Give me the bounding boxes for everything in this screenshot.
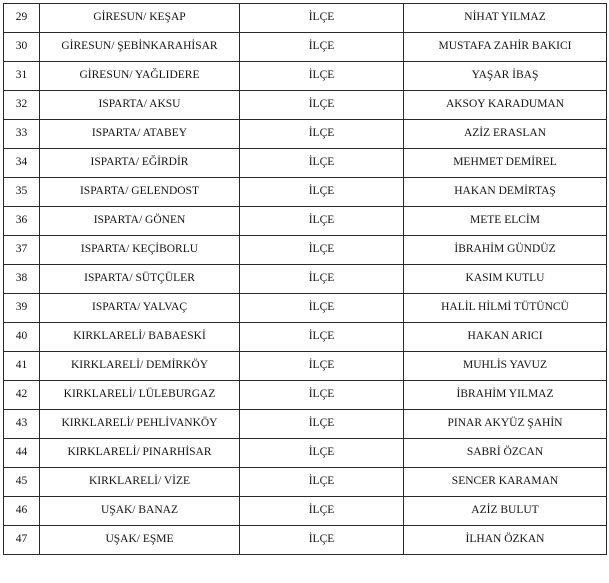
name-cell: HAKAN ARICI xyxy=(404,323,607,352)
type-cell: İLÇE xyxy=(240,207,404,236)
location-cell: KIRKLARELİ/ BABAESKİ xyxy=(40,323,240,352)
row-number: 43 xyxy=(4,410,40,439)
name-cell: HALİL HİLMİ TÜTÜNCÜ xyxy=(404,294,607,323)
location-cell: GİRESUN/ YAĞLIDERE xyxy=(40,62,240,91)
location-cell: KIRKLARELİ/ VİZE xyxy=(40,468,240,497)
table-row xyxy=(4,497,607,526)
row-number: 30 xyxy=(4,33,40,62)
name-cell: AZİZ BULUT xyxy=(404,497,607,526)
type-cell: İLÇE xyxy=(240,91,404,120)
name-cell: PINAR AKYÜZ ŞAHİN xyxy=(404,410,607,439)
type-cell: İLÇE xyxy=(240,178,404,207)
name-cell: SENCER KARAMAN xyxy=(404,468,607,497)
type-cell: İLÇE xyxy=(240,439,404,468)
name-cell: İBRAHİM GÜNDÜZ xyxy=(404,236,607,265)
type-cell: İLÇE xyxy=(240,352,404,381)
type-cell: İLÇE xyxy=(240,265,404,294)
location-cell: UŞAK/ BANAZ xyxy=(40,497,240,526)
type-cell: İLÇE xyxy=(240,62,404,91)
name-cell: KASIM KUTLU xyxy=(404,265,607,294)
type-cell: İLÇE xyxy=(240,294,404,323)
name-cell: İBRAHİM YILMAZ xyxy=(404,381,607,410)
table-row xyxy=(4,207,607,236)
row-number: 47 xyxy=(4,526,40,555)
row-number: 34 xyxy=(4,149,40,178)
location-cell: KIRKLARELİ/ PEHLİVANKÖY xyxy=(40,410,240,439)
location-cell: UŞAK/ EŞME xyxy=(40,526,240,555)
name-cell: SABRİ ÖZCAN xyxy=(404,439,607,468)
type-cell: İLÇE xyxy=(240,120,404,149)
type-cell: İLÇE xyxy=(240,410,404,439)
row-number: 29 xyxy=(4,4,40,33)
table-row xyxy=(4,178,607,207)
table-row xyxy=(4,120,607,149)
row-number: 32 xyxy=(4,91,40,120)
row-number: 46 xyxy=(4,497,40,526)
type-cell: İLÇE xyxy=(240,33,404,62)
table-row xyxy=(4,352,607,381)
name-cell: NİHAT YILMAZ xyxy=(404,4,607,33)
type-cell: İLÇE xyxy=(240,381,404,410)
location-cell: KIRKLARELİ/ PINARHİSAR xyxy=(40,439,240,468)
row-number: 45 xyxy=(4,468,40,497)
location-cell: ISPARTA/ ATABEY xyxy=(40,120,240,149)
type-cell: İLÇE xyxy=(240,4,404,33)
name-cell: YAŞAR İBAŞ xyxy=(404,62,607,91)
table-row xyxy=(4,4,607,33)
name-cell: METE ELCİM xyxy=(404,207,607,236)
table-row xyxy=(4,468,607,497)
table-row xyxy=(4,149,607,178)
table-row xyxy=(4,410,607,439)
table-row xyxy=(4,381,607,410)
location-cell: ISPARTA/ AKSU xyxy=(40,91,240,120)
table-row xyxy=(4,236,607,265)
location-cell: ISPARTA/ KEÇİBORLU xyxy=(40,236,240,265)
row-number: 31 xyxy=(4,62,40,91)
table-row xyxy=(4,294,607,323)
location-cell: ISPARTA/ YALVAÇ xyxy=(40,294,240,323)
type-cell: İLÇE xyxy=(240,468,404,497)
row-number: 40 xyxy=(4,323,40,352)
location-cell: ISPARTA/ EĞİRDİR xyxy=(40,149,240,178)
name-cell: İLHAN ÖZKAN xyxy=(404,526,607,555)
name-cell: HAKAN DEMİRTAŞ xyxy=(404,178,607,207)
type-cell: İLÇE xyxy=(240,323,404,352)
row-number: 36 xyxy=(4,207,40,236)
row-number: 44 xyxy=(4,439,40,468)
type-cell: İLÇE xyxy=(240,526,404,555)
table-row xyxy=(4,265,607,294)
roster-table xyxy=(3,3,607,555)
name-cell: AKSOY KARADUMAN xyxy=(404,91,607,120)
location-cell: ISPARTA/ GÖNEN xyxy=(40,207,240,236)
location-cell: KIRKLARELİ/ DEMİRKÖY xyxy=(40,352,240,381)
location-cell: KIRKLARELİ/ LÜLEBURGAZ xyxy=(40,381,240,410)
row-number: 41 xyxy=(4,352,40,381)
row-number: 42 xyxy=(4,381,40,410)
table-row xyxy=(4,323,607,352)
type-cell: İLÇE xyxy=(240,497,404,526)
table-row xyxy=(4,91,607,120)
row-number: 37 xyxy=(4,236,40,265)
table-row xyxy=(4,439,607,468)
type-cell: İLÇE xyxy=(240,149,404,178)
row-number: 39 xyxy=(4,294,40,323)
roster-table-body xyxy=(4,4,607,555)
table-row xyxy=(4,526,607,555)
name-cell: MUSTAFA ZAHİR BAKICI xyxy=(404,33,607,62)
location-cell: ISPARTA/ SÜTÇÜLER xyxy=(40,265,240,294)
table-row xyxy=(4,33,607,62)
row-number: 33 xyxy=(4,120,40,149)
location-cell: GİRESUN/ ŞEBİNKARAHİSAR xyxy=(40,33,240,62)
name-cell: MUHLİS YAVUZ xyxy=(404,352,607,381)
name-cell: AZİZ ERASLAN xyxy=(404,120,607,149)
location-cell: GİRESUN/ KEŞAP xyxy=(40,4,240,33)
name-cell: MEHMET DEMİREL xyxy=(404,149,607,178)
location-cell: ISPARTA/ GELENDOST xyxy=(40,178,240,207)
row-number: 38 xyxy=(4,265,40,294)
table-row xyxy=(4,62,607,91)
row-number: 35 xyxy=(4,178,40,207)
type-cell: İLÇE xyxy=(240,236,404,265)
